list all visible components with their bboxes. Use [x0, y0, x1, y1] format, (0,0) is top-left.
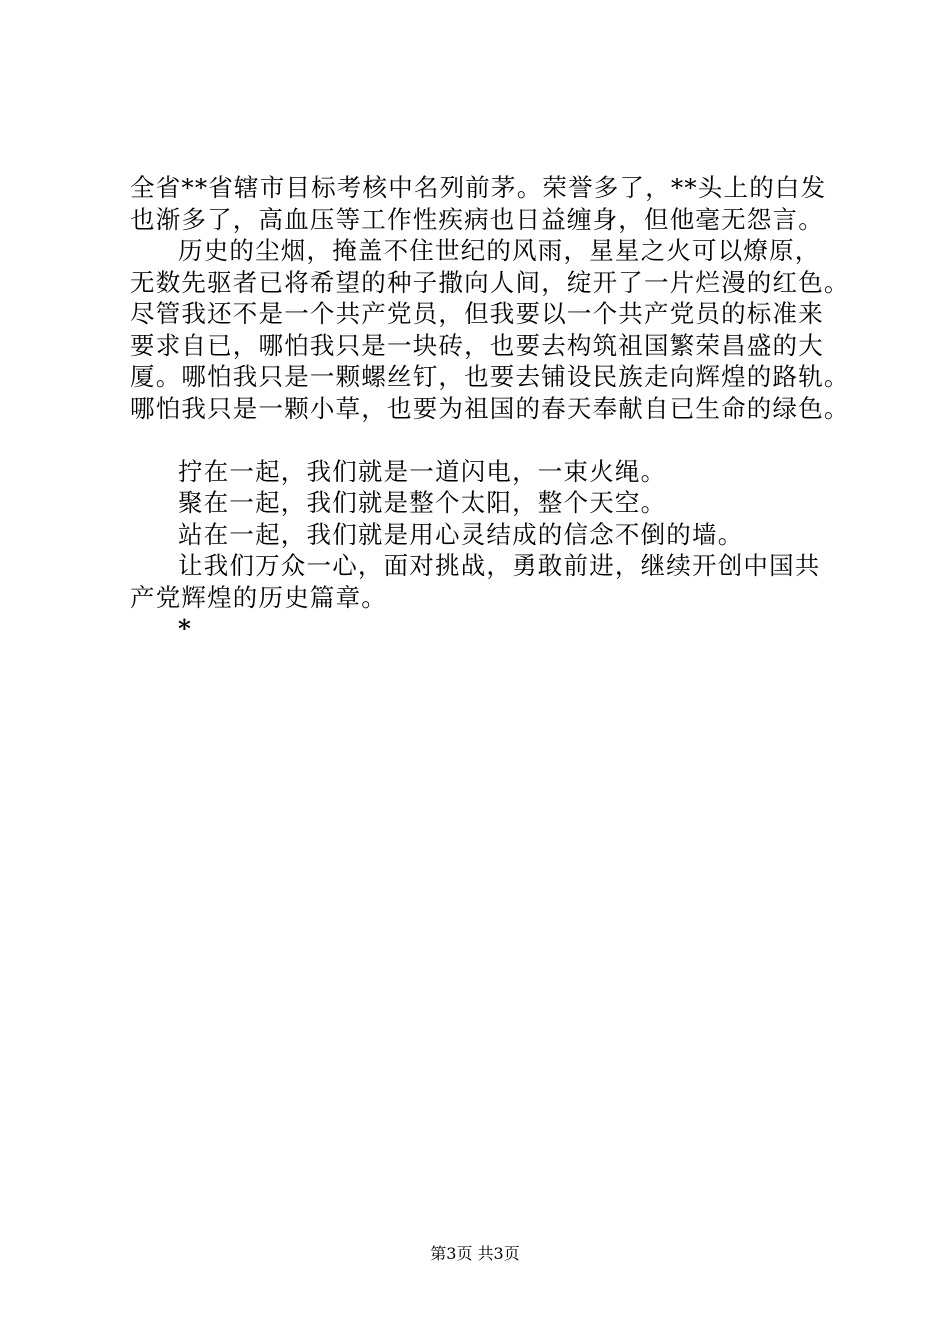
- text-line: 厦。哪怕我只是一颗螺丝钉，也要去铺设民族走向辉煌的路轨。: [130, 362, 850, 391]
- paragraph-spacer: [130, 424, 850, 456]
- text-line: 尽管我还不是一个共产党员，但我要以一个共产党员的标准来: [130, 299, 824, 328]
- page-footer: [0, 1244, 950, 1264]
- page-indicator: 第3页 共3页: [430, 1244, 520, 1263]
- paragraph-line: 聚在一起，我们就是整个太阳，整个天空。: [178, 488, 667, 517]
- text-line: 要求自已，哪怕我只是一块砖，也要去构筑祖国繁荣昌盛的大: [130, 330, 824, 360]
- end-mark: *: [178, 614, 193, 643]
- paragraph-line: 拧在一起，我们就是一道闪电，一束火绳。: [178, 456, 667, 486]
- paragraph-line: 站在一起，我们就是用心灵结成的信念不倒的墙。: [178, 519, 744, 549]
- paragraph-first-line: 历史的尘烟，掩盖不住世纪的风雨，星星之火可以燎原，: [178, 236, 821, 265]
- text-line: 无数先驱者已将希望的种子撒向人间，绽开了一片烂漫的红色。: [130, 267, 850, 297]
- text-line: 也渐多了，高血压等工作性疾病也日益缠身，但他毫无怨言。: [130, 204, 824, 234]
- text-line: 哪怕我只是一颗小草，也要为祖国的春天奉献自已生命的绿色。: [130, 393, 850, 423]
- document-body: [130, 172, 850, 645]
- text-line: 产党辉煌的历史篇章。: [130, 582, 387, 612]
- paragraph-first-line: 让我们万众一心，面对挑战，勇敢前进，继续开创中国共: [178, 551, 821, 580]
- text-line: 全省**省辖市目标考核中名列前茅。荣誉多了，**头上的白发: [130, 173, 827, 202]
